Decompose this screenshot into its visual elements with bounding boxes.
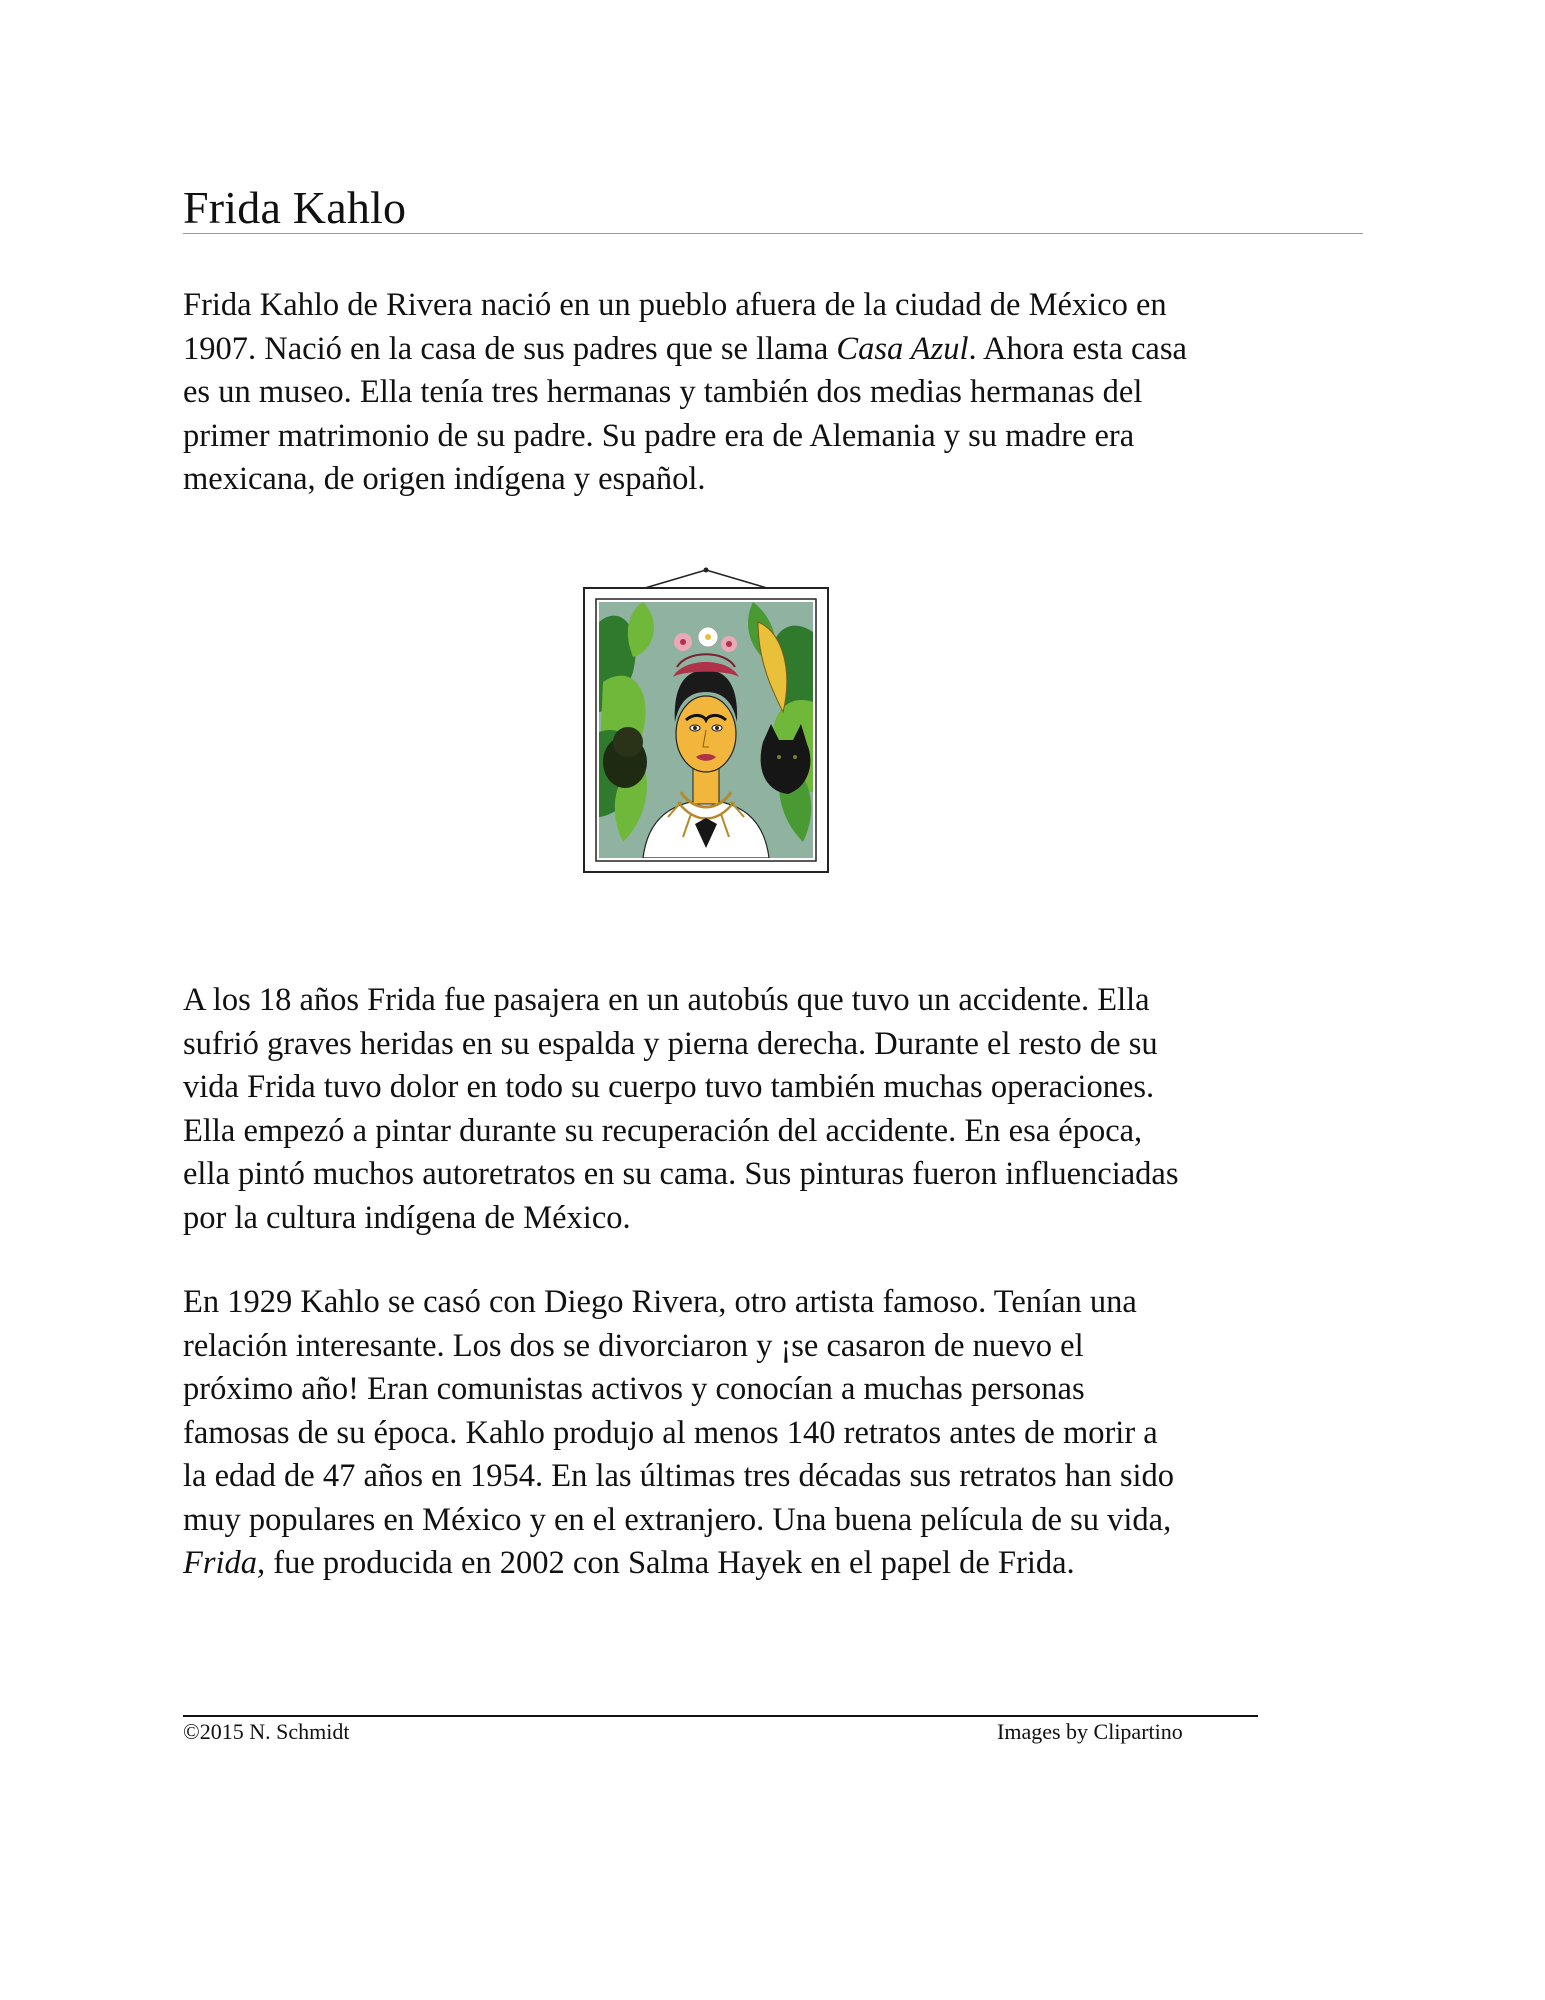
paragraph-line — [183, 458, 1383, 502]
paragraph-1 — [183, 284, 1383, 502]
text-segment: Ella empezó a pintar durante su recuperación del accidente. En esa época, — [183, 1112, 1143, 1149]
paragraph-line — [183, 1412, 1383, 1456]
text-segment: A los 18 años Frida fue pasajera en un autobús que tuvo un accidente. Ella — [183, 982, 1150, 1018]
page-title: Frida Kahlo — [183, 182, 407, 233]
paragraph-line — [183, 1066, 1383, 1110]
text-segment: famosas de su época. Kahlo produjo al menos 140 retratos antes de morir a — [183, 1414, 1158, 1451]
italic-text: Casa Azul — [836, 330, 969, 367]
paragraph-line — [183, 1110, 1383, 1154]
text-segment: Frida Kahlo de Rivera nació en un pueblo afuera de la ciudad de México en — [183, 287, 1167, 323]
paragraph-line — [183, 1153, 1383, 1197]
paragraph-line — [183, 1023, 1383, 1067]
text-segment: fue producida en 2002 con Salma Hayek en el papel de Frida. — [265, 1545, 1075, 1581]
text-segment: relación interesante. Los dos se divorciaron y ¡se casaron de nuevo el — [183, 1327, 1084, 1364]
text-segment: 1907. Nació en la casa de sus padres que se llama — [183, 330, 837, 367]
text-segment: . Ahora esta casa — [968, 330, 1187, 367]
text-segment: ella pintó muchos autoretratos en su cama. Sus pinturas fueron influenciadas — [183, 1156, 1179, 1192]
text-segment: es un museo. Ella tenía tres hermanas y también dos medias hermanas del — [183, 374, 1143, 410]
paragraph-line — [183, 1542, 1383, 1586]
painting — [599, 602, 813, 858]
paragraph-line — [183, 1499, 1383, 1543]
paragraph-line — [183, 371, 1383, 415]
paragraph-line — [183, 328, 1383, 372]
text-segment: En 1929 Kahlo se casó con Diego Rivera, otro artista famoso. Tenían una — [183, 1284, 1137, 1320]
text-segment: muy populares en México y en el extranjero. Una buena película de su vida, — [183, 1501, 1172, 1538]
paragraph-line — [183, 1281, 1383, 1325]
paragraph-line — [183, 1368, 1383, 1412]
text-segment: mexicana, de origen indígena y español. — [183, 461, 706, 497]
text-segment: la edad de 47 años en 1954. En las últimas tres décadas sus retratos han sido — [183, 1458, 1174, 1494]
text-segment: próximo año! Eran comunistas activos y conocían a muchas personas — [183, 1371, 1085, 1407]
text-segment: por la cultura indígena de México. — [183, 1199, 631, 1236]
italic-text: Frida, — [183, 1545, 266, 1581]
footer-copyright: ©2015 N. Schmidt — [183, 1719, 350, 1744]
text-segment: primer matrimonio de su padre. Su padre era de Alemania y su madre era — [183, 417, 1135, 454]
title-divider — [183, 233, 1363, 234]
footer-divider — [183, 1715, 1258, 1717]
paragraph-2 — [183, 979, 1383, 1240]
paragraph-line — [183, 1455, 1383, 1499]
text-segment: sufrió graves heridas en su espalda y pierna derecha. Durante el resto de su — [183, 1025, 1158, 1062]
paragraph-line — [183, 979, 1383, 1023]
paragraph-line — [183, 1197, 1383, 1241]
hanging-wire — [645, 568, 767, 589]
frida-portrait-image — [583, 562, 829, 874]
text-segment: vida Frida tuvo dolor en todo su cuerpo tuvo también muchas operaciones. — [183, 1069, 1155, 1105]
paragraph-3 — [183, 1281, 1383, 1586]
footer-image-credit: Images by Clipartino — [997, 1719, 1183, 1744]
paragraph-line — [183, 1325, 1383, 1369]
paragraph-line — [183, 284, 1383, 328]
paragraph-line — [183, 415, 1383, 459]
